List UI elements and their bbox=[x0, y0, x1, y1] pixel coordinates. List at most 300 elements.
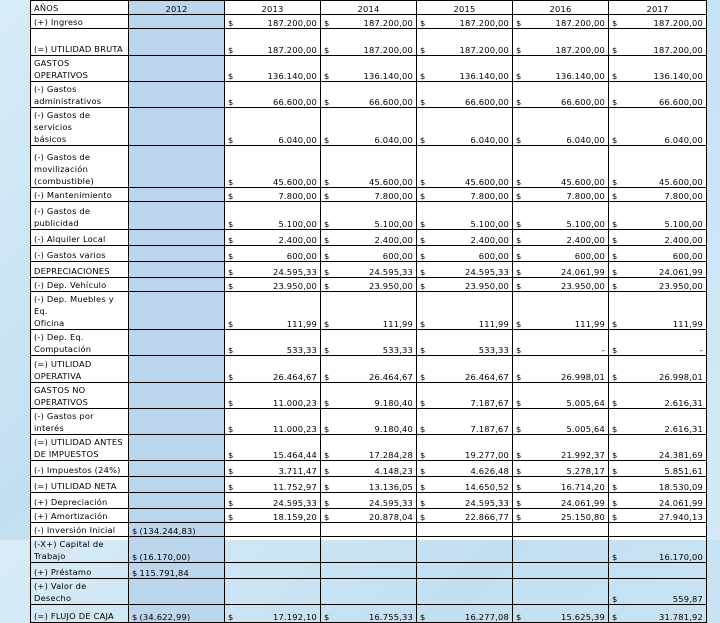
statement-row bbox=[31, 356, 707, 383]
amount: 24.595,33 bbox=[368, 498, 413, 508]
currency-symbol: $ bbox=[420, 135, 426, 145]
amount: (16.170,00) bbox=[139, 552, 191, 562]
currency-symbol: $ bbox=[420, 398, 426, 408]
amount: 7.800,00 bbox=[566, 191, 605, 201]
currency-symbol: $ bbox=[612, 594, 618, 604]
value-cell bbox=[417, 537, 513, 563]
value-cell bbox=[417, 108, 513, 146]
amount: (134.244,83) bbox=[139, 526, 196, 536]
value-cell bbox=[417, 523, 513, 537]
currency-symbol: $ bbox=[516, 219, 522, 229]
statement-row bbox=[31, 509, 707, 523]
value-cell bbox=[129, 330, 225, 356]
row-label: GASTOS NO OPERATIVOS bbox=[31, 383, 129, 409]
currency-symbol: $ bbox=[228, 372, 234, 382]
value-cell bbox=[321, 356, 417, 383]
currency-symbol: $ bbox=[516, 319, 522, 329]
amount: 24.381,69 bbox=[658, 450, 703, 460]
value-cell bbox=[513, 461, 609, 477]
value-cell bbox=[225, 461, 321, 477]
amount: 136.140,00 bbox=[267, 71, 317, 81]
value-cell bbox=[129, 563, 225, 579]
currency-symbol: $ bbox=[516, 466, 522, 476]
amount: 533,33 bbox=[286, 345, 317, 355]
currency-symbol: $ bbox=[516, 424, 522, 434]
value-cell bbox=[129, 56, 225, 82]
currency-symbol: $ bbox=[516, 235, 522, 245]
value-cell bbox=[321, 523, 417, 537]
value-cell bbox=[321, 579, 417, 605]
row-label: (=) UTILIDAD NETA bbox=[31, 477, 129, 493]
currency-symbol: $ bbox=[228, 466, 234, 476]
currency-symbol: $ bbox=[420, 482, 426, 492]
amount: 187.200,00 bbox=[267, 18, 317, 28]
value-cell bbox=[129, 523, 225, 537]
statement-row bbox=[31, 537, 707, 563]
value-cell bbox=[417, 330, 513, 356]
value-cell bbox=[609, 537, 707, 563]
value-cell bbox=[321, 56, 417, 82]
currency-symbol: $ bbox=[516, 372, 522, 382]
statement-row bbox=[31, 477, 707, 493]
value-cell bbox=[129, 537, 225, 563]
value-cell bbox=[417, 563, 513, 579]
value-cell bbox=[321, 246, 417, 262]
currency-symbol: $ bbox=[516, 281, 522, 291]
value-cell bbox=[609, 82, 707, 108]
currency-symbol: $ bbox=[612, 71, 618, 81]
value-cell bbox=[225, 579, 321, 605]
year-header: 2015 bbox=[417, 1, 513, 15]
currency-symbol: $ bbox=[324, 45, 330, 55]
value-cell bbox=[129, 108, 225, 146]
amount: 17.284,28 bbox=[368, 450, 413, 460]
value-cell bbox=[417, 477, 513, 493]
value-cell bbox=[225, 202, 321, 230]
amount: 6.040,00 bbox=[470, 135, 509, 145]
currency-symbol: $ bbox=[324, 319, 330, 329]
currency-symbol: $ bbox=[420, 372, 426, 382]
currency-symbol: $ bbox=[228, 177, 234, 187]
amount: 23.950,00 bbox=[368, 281, 413, 291]
value-cell bbox=[513, 82, 609, 108]
currency-symbol: $ bbox=[324, 512, 330, 522]
amount: 20.878,04 bbox=[368, 512, 413, 522]
statement-row bbox=[31, 292, 707, 330]
value-cell bbox=[321, 262, 417, 278]
currency-symbol: $ bbox=[228, 612, 234, 622]
currency-symbol: $ bbox=[420, 345, 426, 355]
row-label: (-) Dep. Vehículo bbox=[31, 278, 129, 292]
value-cell bbox=[225, 82, 321, 108]
value-cell bbox=[609, 383, 707, 409]
amount: 11.752,97 bbox=[272, 482, 317, 492]
currency-symbol: $ bbox=[228, 512, 234, 522]
header-row bbox=[31, 1, 707, 15]
currency-symbol: $ bbox=[516, 482, 522, 492]
amount: 18.530,09 bbox=[658, 482, 703, 492]
row-label: DEPRECIACIONES bbox=[31, 262, 129, 278]
currency-symbol: $ bbox=[420, 612, 426, 622]
value-cell bbox=[225, 537, 321, 563]
row-label: (=) UTILIDAD OPERATIVA bbox=[31, 356, 129, 383]
year-header: 2016 bbox=[513, 1, 609, 15]
value-cell bbox=[609, 330, 707, 356]
amount: 24.595,33 bbox=[464, 267, 509, 277]
amount: 17.192,10 bbox=[272, 612, 317, 622]
currency-symbol: $ bbox=[228, 267, 234, 277]
amount: 16.170,00 bbox=[658, 552, 703, 562]
currency-symbol: $ bbox=[612, 135, 618, 145]
row-label: (-) Dep. Eq. Computación bbox=[31, 330, 129, 356]
currency-symbol: $ bbox=[228, 18, 234, 28]
row-label: (-) Gastos de servicios básicos bbox=[31, 108, 129, 146]
value-cell bbox=[609, 230, 707, 246]
amount: 7.187,67 bbox=[470, 398, 509, 408]
currency-symbol: $ bbox=[324, 450, 330, 460]
amount: 4.626,48 bbox=[470, 466, 509, 476]
value-cell bbox=[609, 108, 707, 146]
statement-row bbox=[31, 383, 707, 409]
currency-symbol: $ bbox=[228, 191, 234, 201]
value-cell bbox=[129, 435, 225, 461]
row-label: (=) UTILIDAD ANTES DE IMPUESTOS bbox=[31, 435, 129, 461]
amount: 3.711,47 bbox=[278, 466, 317, 476]
value-cell bbox=[225, 246, 321, 262]
amount: (34.622,99) bbox=[139, 612, 191, 622]
currency-symbol: $ bbox=[324, 177, 330, 187]
amount: 16.714,20 bbox=[560, 482, 605, 492]
value-cell bbox=[513, 435, 609, 461]
currency-symbol: $ bbox=[612, 612, 618, 622]
currency-symbol: $ bbox=[420, 177, 426, 187]
amount: 45.600,00 bbox=[272, 177, 317, 187]
value-cell bbox=[513, 56, 609, 82]
amount: 31.781,92 bbox=[658, 612, 703, 622]
currency-symbol: $ bbox=[612, 251, 618, 261]
currency-symbol: $ bbox=[420, 251, 426, 261]
amount: 9.180,40 bbox=[374, 398, 413, 408]
value-cell bbox=[129, 509, 225, 523]
value-cell bbox=[321, 278, 417, 292]
row-label: (+) Valor de Desecho bbox=[31, 579, 129, 605]
amount: 6.040,00 bbox=[566, 135, 605, 145]
amount: 18.159,20 bbox=[272, 512, 317, 522]
amount: 24.595,33 bbox=[272, 498, 317, 508]
currency-symbol: $ bbox=[612, 498, 618, 508]
value-cell bbox=[225, 262, 321, 278]
row-label: (-) Mantenimiento bbox=[31, 188, 129, 202]
currency-symbol: $ bbox=[324, 281, 330, 291]
value-cell bbox=[321, 461, 417, 477]
amount: 5.100,00 bbox=[566, 219, 605, 229]
value-cell bbox=[513, 509, 609, 523]
amount: 115.791,84 bbox=[139, 568, 189, 578]
row-label: (=) FLUJO DE CAJA bbox=[31, 605, 129, 623]
amount: 187.200,00 bbox=[267, 45, 317, 55]
row-label: (-) Dep. Muebles y Eq. Oficina bbox=[31, 292, 129, 330]
value-cell bbox=[513, 605, 609, 623]
currency-symbol: $ bbox=[228, 45, 234, 55]
currency-symbol: $ bbox=[324, 235, 330, 245]
statement-row bbox=[31, 230, 707, 246]
currency-symbol: $ bbox=[228, 482, 234, 492]
cash-flow-sheet bbox=[30, 0, 706, 622]
currency-symbol: $ bbox=[228, 450, 234, 460]
amount: 2.400,00 bbox=[374, 235, 413, 245]
amount: 7.800,00 bbox=[278, 191, 317, 201]
value-cell bbox=[321, 292, 417, 330]
value-cell bbox=[225, 330, 321, 356]
amount: 187.200,00 bbox=[363, 45, 413, 55]
currency-symbol: $ bbox=[420, 512, 426, 522]
row-label: (-X+) Capital de Trabajo bbox=[31, 537, 129, 563]
amount: 7.800,00 bbox=[374, 191, 413, 201]
currency-symbol: $ bbox=[324, 219, 330, 229]
value-cell bbox=[225, 509, 321, 523]
value-cell bbox=[513, 579, 609, 605]
amount: 111,99 bbox=[382, 319, 413, 329]
amount: 600,00 bbox=[574, 251, 605, 261]
currency-symbol: $ bbox=[516, 71, 522, 81]
currency-symbol: $ bbox=[516, 345, 522, 355]
amount: 21.992,37 bbox=[560, 450, 605, 460]
currency-symbol: $ bbox=[228, 219, 234, 229]
currency-symbol: $ bbox=[228, 398, 234, 408]
amount: 187.200,00 bbox=[459, 18, 509, 28]
value-cell bbox=[417, 56, 513, 82]
value-cell bbox=[513, 278, 609, 292]
value-cell bbox=[225, 146, 321, 188]
amount: - bbox=[699, 345, 703, 355]
value-cell bbox=[129, 29, 225, 56]
amount: 23.950,00 bbox=[560, 281, 605, 291]
value-cell bbox=[417, 15, 513, 29]
value-cell bbox=[513, 330, 609, 356]
amount: 24.061,99 bbox=[658, 498, 703, 508]
value-cell bbox=[129, 477, 225, 493]
value-cell bbox=[417, 579, 513, 605]
amount: 66.600,00 bbox=[368, 97, 413, 107]
value-cell bbox=[513, 108, 609, 146]
currency-symbol: $ bbox=[324, 612, 330, 622]
row-label: (-) Impuestos (24%) bbox=[31, 461, 129, 477]
statement-row bbox=[31, 461, 707, 477]
currency-symbol: $ bbox=[324, 135, 330, 145]
amount: 15.625,39 bbox=[560, 612, 605, 622]
currency-symbol: $ bbox=[516, 45, 522, 55]
value-cell bbox=[129, 230, 225, 246]
currency-symbol: $ bbox=[420, 498, 426, 508]
amount: 23.950,00 bbox=[464, 281, 509, 291]
currency-symbol: $ bbox=[516, 177, 522, 187]
amount: 45.600,00 bbox=[464, 177, 509, 187]
amount: 111,99 bbox=[478, 319, 509, 329]
amount: 6.040,00 bbox=[664, 135, 703, 145]
currency-symbol: $ bbox=[420, 235, 426, 245]
currency-symbol: $ bbox=[420, 18, 426, 28]
amount: 111,99 bbox=[574, 319, 605, 329]
currency-symbol: $ bbox=[612, 97, 618, 107]
amount: 600,00 bbox=[672, 251, 703, 261]
row-label: (+) Depreciación bbox=[31, 493, 129, 509]
value-cell bbox=[609, 509, 707, 523]
currency-symbol: $ bbox=[228, 319, 234, 329]
amount: 2.400,00 bbox=[278, 235, 317, 245]
value-cell bbox=[321, 409, 417, 435]
amount: 16.277,08 bbox=[464, 612, 509, 622]
value-cell bbox=[513, 246, 609, 262]
value-cell bbox=[225, 409, 321, 435]
value-cell bbox=[609, 579, 707, 605]
currency-symbol: $ bbox=[612, 552, 618, 562]
value-cell bbox=[513, 202, 609, 230]
amount: 26.998,01 bbox=[560, 372, 605, 382]
currency-symbol: $ bbox=[516, 512, 522, 522]
value-cell bbox=[513, 230, 609, 246]
statement-row bbox=[31, 188, 707, 202]
currency-symbol: $ bbox=[324, 424, 330, 434]
currency-symbol: $ bbox=[612, 177, 618, 187]
value-cell bbox=[225, 477, 321, 493]
currency-symbol: $ bbox=[132, 612, 138, 622]
value-cell bbox=[225, 15, 321, 29]
value-cell bbox=[513, 356, 609, 383]
amount: 600,00 bbox=[286, 251, 317, 261]
value-cell bbox=[321, 146, 417, 188]
value-cell bbox=[609, 29, 707, 56]
statement-row bbox=[31, 56, 707, 82]
amount: 9.180,40 bbox=[374, 424, 413, 434]
value-cell bbox=[129, 292, 225, 330]
currency-symbol: $ bbox=[420, 466, 426, 476]
value-cell bbox=[225, 29, 321, 56]
value-cell bbox=[513, 523, 609, 537]
row-label: (=) UTILIDAD BRUTA bbox=[31, 29, 129, 56]
statement-row bbox=[31, 409, 707, 435]
amount: 7.800,00 bbox=[470, 191, 509, 201]
statement-row bbox=[31, 82, 707, 108]
amount: 11.000,23 bbox=[272, 424, 317, 434]
amount: 2.616,31 bbox=[664, 424, 703, 434]
value-cell bbox=[225, 292, 321, 330]
currency-symbol: $ bbox=[324, 398, 330, 408]
value-cell bbox=[609, 493, 707, 509]
value-cell bbox=[609, 15, 707, 29]
header-label: AÑOS bbox=[31, 1, 129, 15]
amount: 15.464,44 bbox=[272, 450, 317, 460]
amount: 2.400,00 bbox=[566, 235, 605, 245]
value-cell bbox=[417, 493, 513, 509]
value-cell bbox=[225, 605, 321, 623]
row-label: (+) Ingreso bbox=[31, 15, 129, 29]
amount: 2.616,31 bbox=[664, 398, 703, 408]
row-label: (-) Gastos de movilización (combustible) bbox=[31, 146, 129, 188]
value-cell bbox=[225, 56, 321, 82]
statement-row bbox=[31, 108, 707, 146]
amount: 187.200,00 bbox=[363, 18, 413, 28]
value-cell bbox=[417, 383, 513, 409]
currency-symbol: $ bbox=[612, 235, 618, 245]
amount: 66.600,00 bbox=[560, 97, 605, 107]
value-cell bbox=[609, 605, 707, 623]
currency-symbol: $ bbox=[420, 219, 426, 229]
row-label: (+) Préstamo bbox=[31, 563, 129, 579]
cash-flow-table bbox=[30, 0, 707, 623]
amount: 26.464,67 bbox=[368, 372, 413, 382]
amount: 533,33 bbox=[478, 345, 509, 355]
statement-row bbox=[31, 435, 707, 461]
amount: 24.595,33 bbox=[272, 267, 317, 277]
amount: 5.100,00 bbox=[664, 219, 703, 229]
value-cell bbox=[129, 262, 225, 278]
currency-symbol: $ bbox=[612, 482, 618, 492]
value-cell bbox=[129, 188, 225, 202]
currency-symbol: $ bbox=[228, 281, 234, 291]
amount: 187.200,00 bbox=[653, 45, 703, 55]
value-cell bbox=[609, 523, 707, 537]
currency-symbol: $ bbox=[324, 372, 330, 382]
value-cell bbox=[417, 202, 513, 230]
value-cell bbox=[609, 461, 707, 477]
statement-row bbox=[31, 563, 707, 579]
value-cell bbox=[129, 579, 225, 605]
currency-symbol: $ bbox=[324, 191, 330, 201]
currency-symbol: $ bbox=[228, 71, 234, 81]
currency-symbol: $ bbox=[516, 450, 522, 460]
currency-symbol: $ bbox=[612, 319, 618, 329]
value-cell bbox=[609, 146, 707, 188]
value-cell bbox=[609, 246, 707, 262]
amount: 23.950,00 bbox=[272, 281, 317, 291]
statement-row bbox=[31, 605, 707, 623]
currency-symbol: $ bbox=[612, 281, 618, 291]
statement-row bbox=[31, 246, 707, 262]
currency-symbol: $ bbox=[516, 398, 522, 408]
value-cell bbox=[321, 108, 417, 146]
currency-symbol: $ bbox=[612, 512, 618, 522]
value-cell bbox=[609, 292, 707, 330]
value-cell bbox=[321, 188, 417, 202]
amount: 13.136,05 bbox=[368, 482, 413, 492]
currency-symbol: $ bbox=[228, 97, 234, 107]
amount: 600,00 bbox=[478, 251, 509, 261]
amount: 5.100,00 bbox=[278, 219, 317, 229]
value-cell bbox=[609, 563, 707, 579]
currency-symbol: $ bbox=[324, 498, 330, 508]
value-cell bbox=[321, 435, 417, 461]
value-cell bbox=[609, 409, 707, 435]
amount: 187.200,00 bbox=[653, 18, 703, 28]
value-cell bbox=[225, 108, 321, 146]
value-cell bbox=[129, 356, 225, 383]
value-cell bbox=[321, 563, 417, 579]
amount: 6.040,00 bbox=[278, 135, 317, 145]
amount: 5.278,17 bbox=[566, 466, 605, 476]
value-cell bbox=[609, 477, 707, 493]
currency-symbol: $ bbox=[612, 372, 618, 382]
value-cell bbox=[609, 202, 707, 230]
currency-symbol: $ bbox=[420, 281, 426, 291]
currency-symbol: $ bbox=[228, 345, 234, 355]
currency-symbol: $ bbox=[420, 71, 426, 81]
value-cell bbox=[225, 230, 321, 246]
amount: 4.148,23 bbox=[374, 466, 413, 476]
value-cell bbox=[321, 537, 417, 563]
value-cell bbox=[609, 56, 707, 82]
amount: 136.140,00 bbox=[459, 71, 509, 81]
amount: 26.998,01 bbox=[658, 372, 703, 382]
